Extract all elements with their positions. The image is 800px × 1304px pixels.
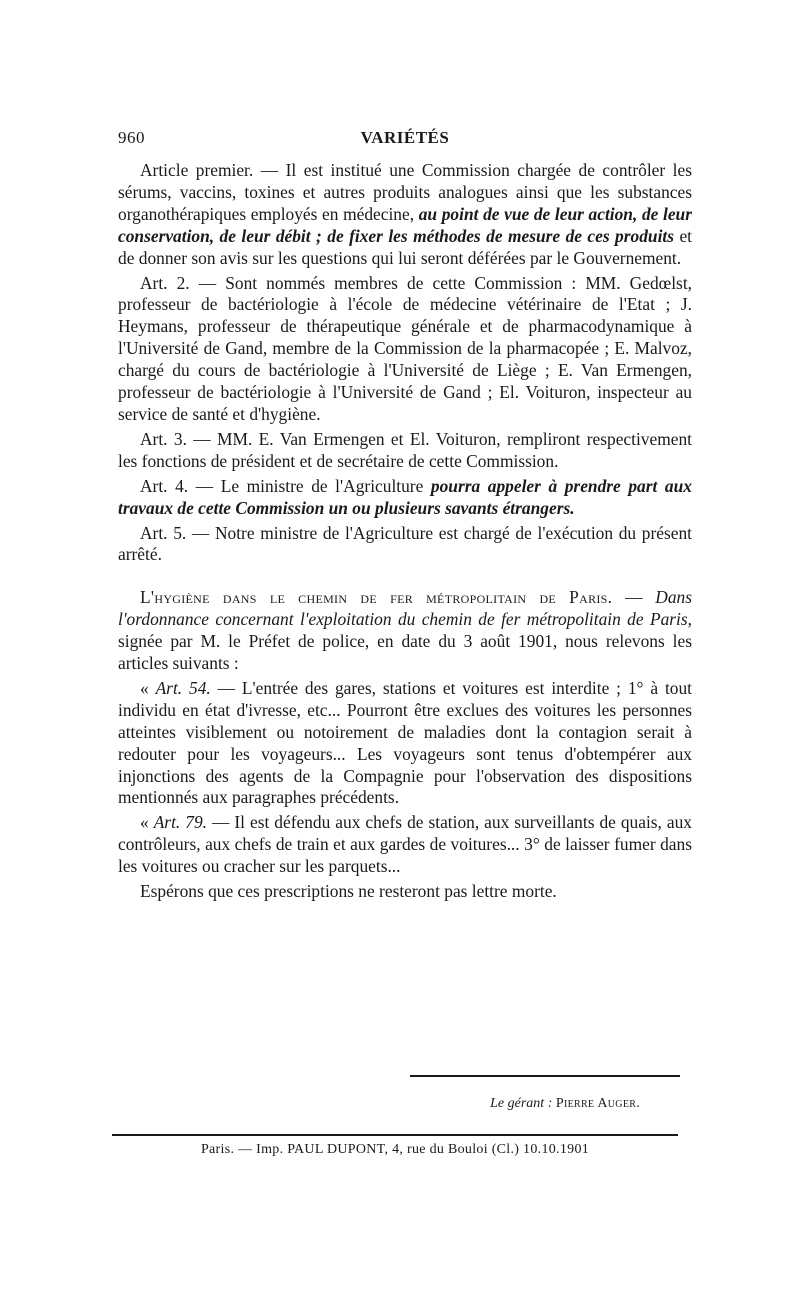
- article-premier-tail: et de donner son avis sur les questions qui lui seront déférées par le Gouvernement.: [118, 225, 692, 268]
- article-premier-lead: Article premier. — Il est institué une Commission chargée de contrôler les sérums, vaccins, toxines et autres produits analogues ainsi que les substances organothérapiques employés en médecine,: [118, 160, 692, 224]
- metro-section-intro: [118, 587, 692, 675]
- article-premier: [118, 160, 692, 270]
- article-5: Art. 5. — Notre ministre de l'Agriculture est chargé de l'exécution du présent arrêté.: [118, 522, 692, 565]
- section-heading: L'hygiène dans le chemin de fer métropolitain de Paris.: [140, 587, 613, 608]
- imprint-rule: [112, 1134, 678, 1136]
- art-79-text: — Il est défendu aux chefs de station, aux surveillants de quais, aux contrôleurs, aux chefs de train et aux gardes de voitures... 3° de laisser fumer dans les voitures ou cracher sur les parquets...: [118, 812, 693, 877]
- section-dash: —: [612, 587, 656, 608]
- gerant-label: Le gérant :: [490, 1096, 556, 1111]
- article-4: [118, 476, 692, 520]
- page-number: 960: [118, 128, 145, 147]
- art-79-label: Art. 79.: [153, 812, 207, 833]
- section-intro-tail: , signée par M. le Préfet de police, en date du 3 août 1901, nous relevons les articles suivants :: [118, 609, 692, 674]
- article-4-lead: Art. 4. — Le ministre de l'Agriculture: [140, 475, 431, 496]
- article-2: Art. 2. — Sont nommés membres de cette Commission : MM. Gedœlst, professeur de bactériologie à l'école de médecine vétérinaire de l'Etat ; J. Heymans, professeur de thérapeutique générale et de pharmacodynamique à l'Université de Gand, membre de la Commission de la pharmacopée ; E. Malvoz, chargé du cours de bactériologie à l'Université de Liège ; E. Van Ermengen, professeur de bactériologie à l'Université de Gand ; El. Voituron, inspecteur au service de santé et d'hygiène.: [118, 272, 692, 424]
- art-54-label: Art. 54.: [155, 677, 211, 698]
- article-premier-emphasis: au point de vue de leur action, de leur conservation, de leur débit ; de fixer les méthodes de mesure de ces produits: [118, 203, 692, 246]
- page-body: [118, 160, 692, 903]
- quote-art-79: [118, 812, 692, 878]
- gerant-line: [410, 1096, 640, 1112]
- article-3: Art. 3. — MM. E. Van Ermengen et El. Voituron, rempliront respectivement les fonctions de président et de secrétaire de cette Commission.: [118, 428, 692, 471]
- ordonnance-title: Dans l'ordonnance concernant l'exploitation du chemin de fer métropolitain de Paris: [118, 587, 692, 630]
- gerant-name: Pierre Auger.: [555, 1096, 640, 1111]
- signature-rule: [410, 1075, 680, 1077]
- quote-mark: «: [140, 812, 154, 833]
- art-54-text: — L'entrée des gares, stations et voitures est interdite ; 1° à tout individu en état d'ivresse, etc... Pourront être exclues des voitures les personnes atteintes visiblement ou notoirement de maladies dont la contagion serait à redouter pour les voyageurs... Les voyageurs sont tenus d'obtempérer aux injonctions des agents de la Compagnie pour l'observation des dispositions mentionnés aux paragraphes précédents.: [118, 677, 692, 808]
- closing-remark: Espérons que ces prescriptions ne resteront pas lettre morte.: [140, 881, 557, 902]
- article-4-emphasis: pourra appeler à prendre part aux travaux de cette Commission un ou plusieurs savants étrangers.: [118, 475, 692, 518]
- running-title: VARIÉTÉS: [360, 128, 450, 147]
- printer-imprint: Paris. — Imp. PAUL DUPONT, 4, rue du Bouloi (Cl.) 10.10.1901: [200, 1142, 590, 1157]
- quote-art-54: [118, 678, 692, 809]
- quote-mark: «: [140, 677, 156, 698]
